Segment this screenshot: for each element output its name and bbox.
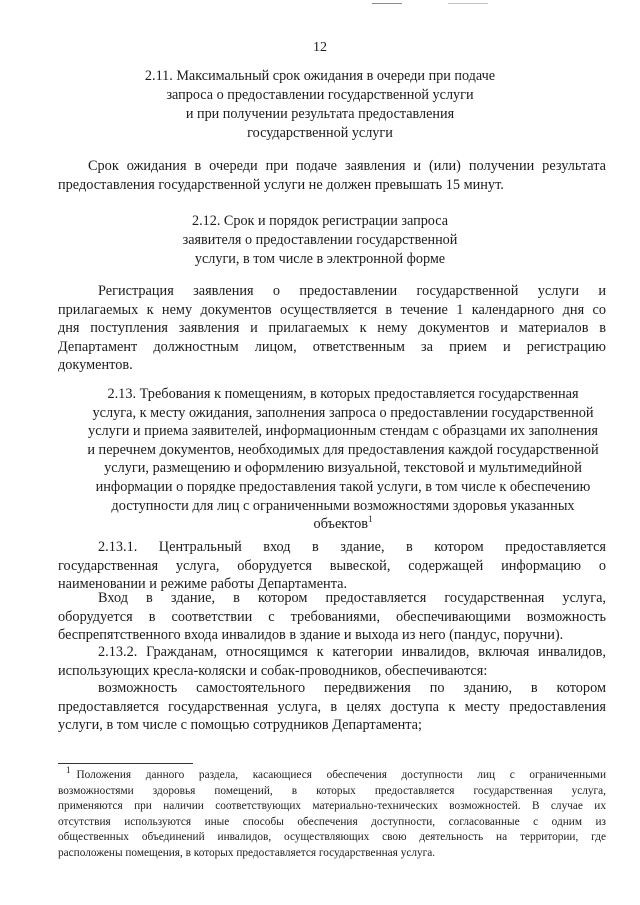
section-2-12-body — [58, 282, 606, 375]
text-line: предоставления государственной услуги не должен превышать 15 минут. — [58, 176, 504, 193]
footnote-line: возможностями здоровья помещений, в которых предоставляется государственная услуга, — [58, 784, 606, 797]
scan-artifact — [372, 3, 402, 4]
paragraph-2-13-2 — [58, 643, 606, 680]
section-2-11-body — [58, 157, 606, 194]
text-line: Срок ожидания в очереди при подаче заявления и (или) получении результата — [88, 158, 606, 174]
text-line: документов. — [58, 357, 133, 374]
section-2-11-heading — [110, 67, 530, 143]
heading-line: услуги, размещению и оформлению визуальной, текстовой и мультимедийной — [104, 460, 582, 477]
text-line: государственная услуга, оборудуется вывеской, содержащей информацию о — [58, 557, 606, 574]
heading-line: запроса о предоставлении государственной услуги — [166, 87, 474, 103]
footnote-line: общественных объединений инвалидов, осуществляющих свою деятельность на территории, где — [58, 831, 606, 844]
footnote-line: применяются при наличии соответствующих материально-технических возможностей. В случае их — [58, 800, 606, 813]
section-2-13-heading — [86, 385, 600, 534]
text-line: беспрепятственного входа инвалидов в здание и выхода из него (пандус, поручни). — [58, 627, 564, 644]
text-line: оборудуется в соответствии с требованиями, обеспечивающими возможность — [58, 608, 606, 625]
footnote-separator — [58, 763, 193, 764]
footnote-line — [58, 765, 606, 784]
footnote-reference[interactable]: 1 — [368, 514, 373, 525]
heading-line: услуга, к месту ожидания, заполнения запроса о предоставлении государственной — [92, 404, 594, 421]
heading-line: 2.12. Срок и порядок регистрации запроса — [191, 213, 448, 229]
heading-line: государственной услуги — [247, 125, 393, 141]
footnote-first-text: Положения данного раздела, касающиеся обеспечения доступности лиц с ограниченными — [76, 769, 606, 781]
text-line: Вход в здание, в котором предоставляется государственная услуга, — [98, 590, 606, 606]
text-line: использующих кресла-коляски и собак-проводников, обеспечиваются: — [58, 662, 488, 679]
heading-line: услуги и приема заявителей, информационным стендам с образцами их заполнения — [88, 423, 598, 440]
text-line: прилагаемых к нему документов осуществляется в течение 1 календарного дня со — [58, 301, 606, 318]
text-line: услуги, в том числе с помощью сотрудников Департамента; — [58, 717, 422, 734]
footnote-line: расположены помещения, в которых предоставляется государственная услуга. — [58, 846, 436, 859]
text-line: возможность самостоятельного передвижения по зданию, в котором — [98, 680, 606, 696]
footnote-line: отсутствия используются иные способы обеспечения доступности, согласованные с одним из — [58, 815, 606, 828]
scan-artifact — [448, 3, 488, 4]
text-line: Регистрация заявления о предоставлении государственной услуги и — [98, 283, 606, 299]
heading-line: 2.11. Максимальный срок ожидания в очереди при подаче — [144, 68, 496, 84]
paragraph-entrance — [58, 589, 606, 645]
heading-line: и перечнем документов, необходимых для предоставления каждой государственной — [87, 441, 599, 458]
heading-line: услуги, в том числе в электронной форме — [194, 251, 446, 267]
footnote — [58, 765, 606, 862]
footnote-marker: 1 — [66, 765, 71, 776]
heading-line: информации о порядке предоставления такой услуги, в том числе к обеспечению — [95, 478, 591, 495]
heading-last-word: объектов — [313, 516, 369, 533]
text-line: предоставляется государственная услуга, в целях доступа к месту предоставления — [58, 698, 606, 715]
heading-line — [86, 515, 600, 534]
paragraph-movement — [58, 679, 606, 735]
heading-line: и при получении результата предоставления — [185, 106, 455, 122]
text-line: дня поступления заявления и прилагаемых к нему документов и материалов в — [58, 320, 606, 337]
text-line: наименовании и режиме работы Департамента. — [58, 576, 348, 593]
paragraph-2-13-1 — [58, 538, 606, 594]
page-number: 12 — [313, 40, 327, 55]
text-line: 2.13.2. Гражданам, относящимся к категории инвалидов, включая инвалидов, — [98, 644, 606, 660]
heading-line: доступности для лиц с ограниченными возможностями здоровья указанных — [111, 497, 575, 514]
heading-line: заявителя о предоставлении государственной — [182, 232, 458, 248]
section-2-12-heading — [110, 212, 530, 269]
text-line: Департамент должностным лицом, ответственным за прием и регистрацию — [58, 338, 606, 355]
text-line: 2.13.1. Центральный вход в здание, в котором предоставляется — [98, 539, 606, 555]
heading-line: 2.13. Требования к помещениям, в которых предоставляется государственная — [107, 386, 579, 402]
